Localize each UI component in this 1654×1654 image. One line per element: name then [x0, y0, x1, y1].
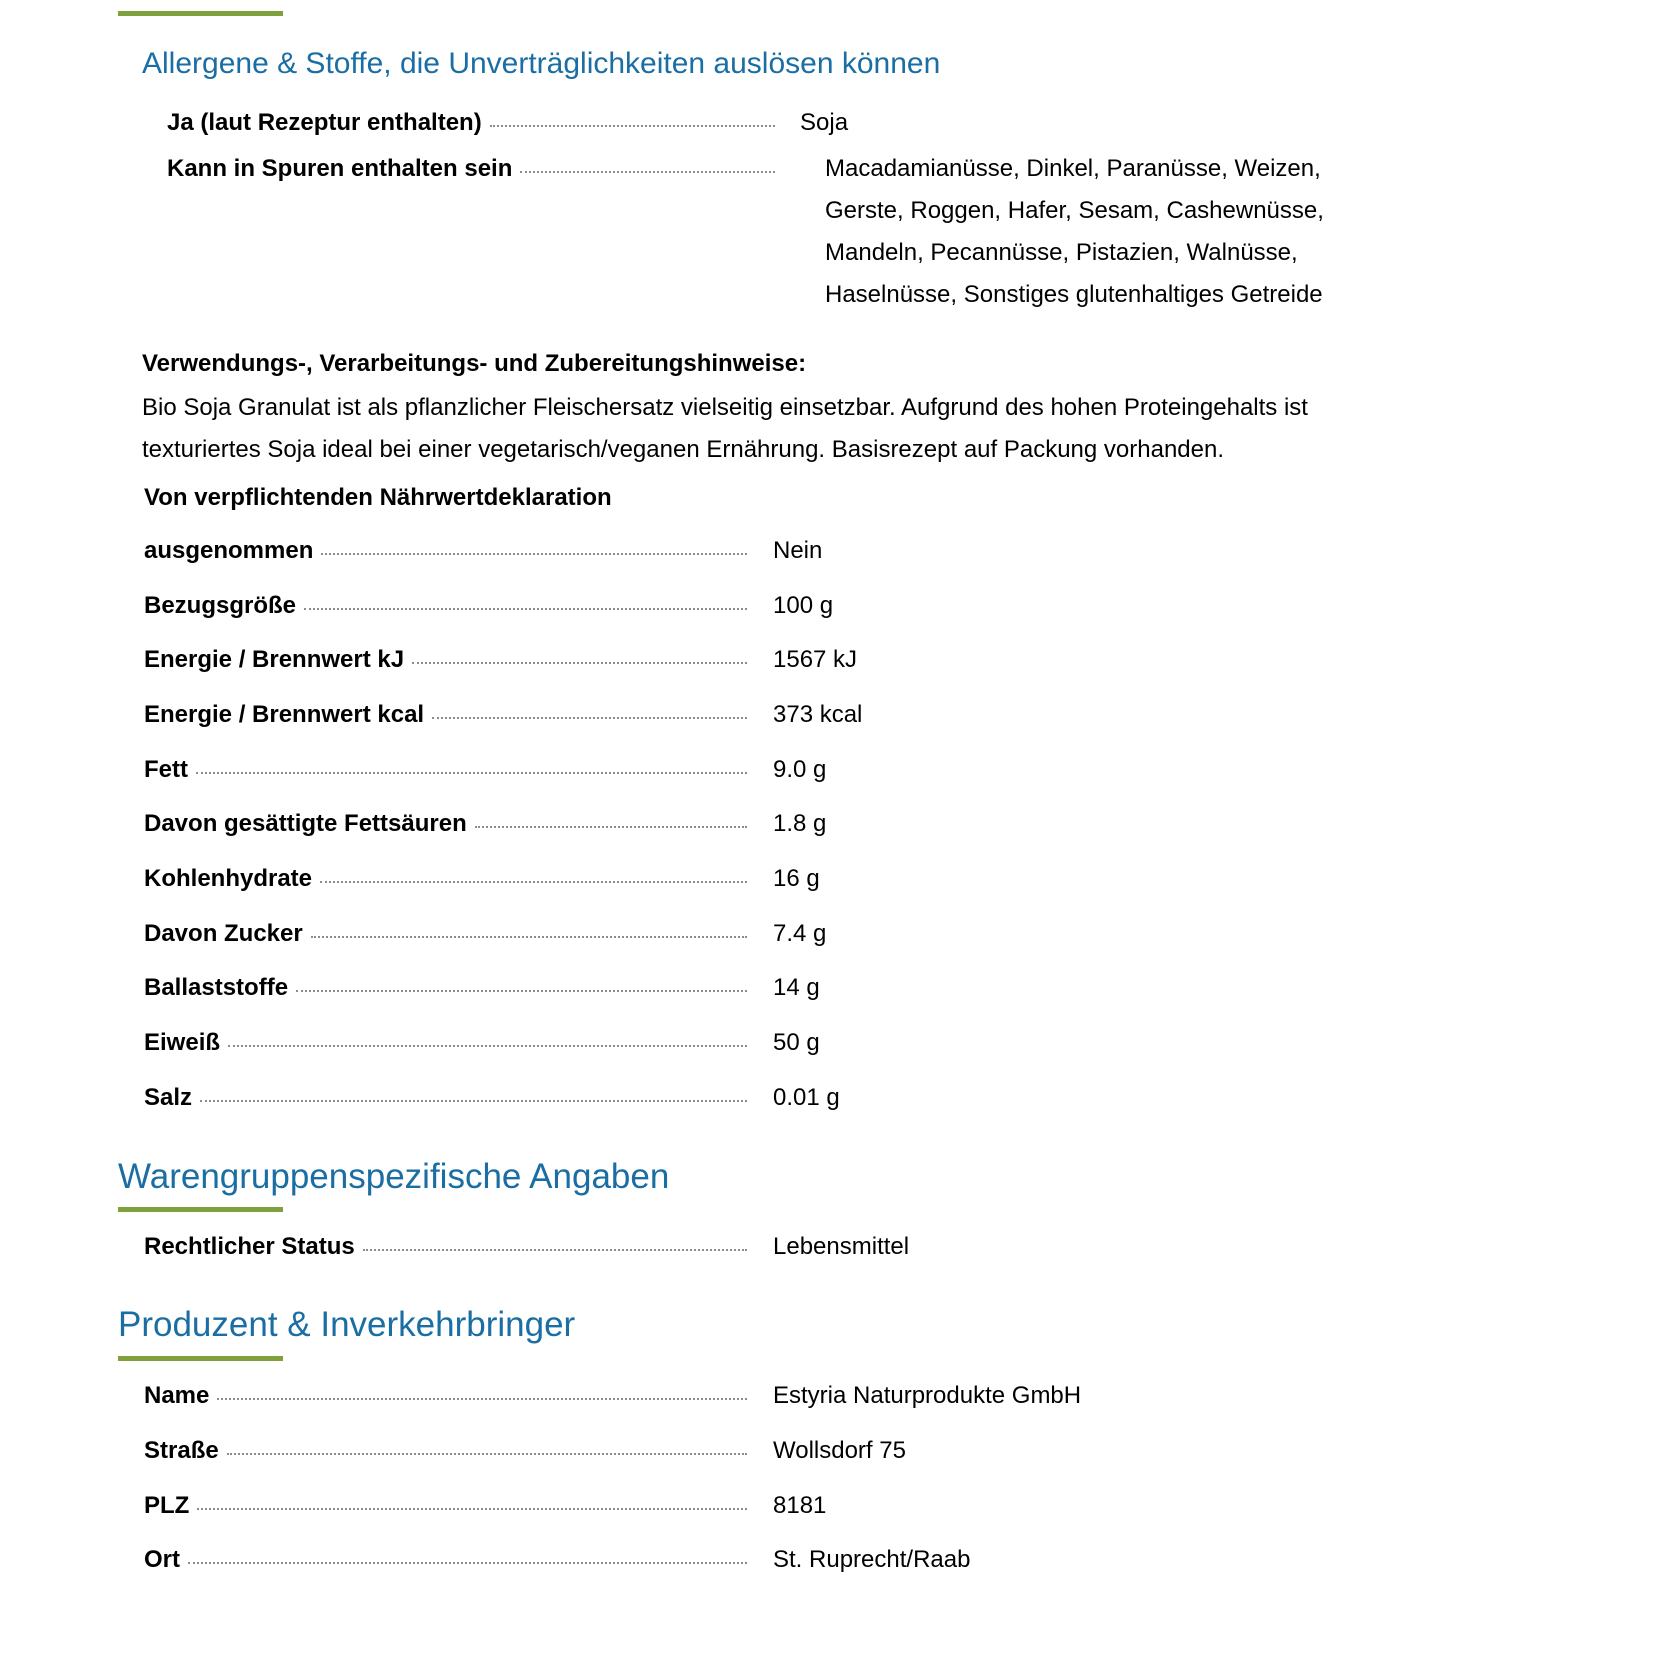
nutrition-row: [144, 803, 826, 845]
allergen-label: [167, 155, 775, 183]
nutrition-row: [144, 1022, 820, 1064]
dotted-leader: [188, 1562, 747, 1564]
allergen-row-contains: [167, 102, 848, 144]
producer-label: [144, 1546, 747, 1574]
producer-row: [144, 1485, 826, 1527]
nutrition-label: [144, 865, 747, 893]
producer-value: Wollsdorf 75: [773, 1437, 906, 1464]
section-underline-accent: [118, 11, 283, 16]
producer-value: 8181: [773, 1492, 827, 1519]
nutrition-value: 7.4 g: [773, 920, 827, 947]
nutrition-label: [144, 920, 747, 948]
producer-label: [144, 1492, 747, 1520]
producer-row: [144, 1430, 906, 1472]
nutrition-label-text: Kohlenhydrate: [144, 865, 313, 892]
dotted-leader: [196, 772, 747, 774]
nutrition-value: 1.8 g: [773, 810, 827, 837]
allergen-value: Soja: [800, 109, 849, 136]
dotted-leader: [475, 826, 747, 828]
nutrition-label: [144, 592, 747, 620]
usage-text-line: texturiertes Soja ideal bei einer vegetarisch/veganen Ernährung. Basisrezept auf Packung vorhanden.: [142, 436, 1225, 463]
nutrition-value: 50 g: [773, 1029, 820, 1056]
allergen-value-line: Haselnüsse, Sonstiges glutenhaltiges Getreide: [825, 281, 1323, 308]
dotted-leader: [304, 608, 747, 610]
usage-text: [142, 387, 1442, 471]
producer-label-text: PLZ: [144, 1492, 190, 1519]
allergen-value-line: Mandeln, Pecannüsse, Pistazien, Walnüsse,: [825, 239, 1298, 266]
nutrition-value: 9.0 g: [773, 756, 827, 783]
allergen-value-line: Macadamianüsse, Dinkel, Paranüsse, Weizen,: [825, 155, 1321, 182]
nutrition-label-text: Fett: [144, 756, 188, 783]
nutrition-label: [144, 1029, 747, 1057]
dotted-leader: [227, 1453, 747, 1455]
dotted-leader: [520, 171, 775, 173]
nutrition-label: [144, 537, 747, 565]
dotted-leader: [432, 717, 747, 719]
producer-row: [144, 1375, 1081, 1417]
nutrition-label: [144, 756, 747, 784]
nutrition-value: 16 g: [773, 865, 820, 892]
nutrition-value: Nein: [773, 537, 823, 564]
nutrition-row: [144, 749, 826, 791]
nutrition-row: [144, 639, 857, 681]
product-group-row: [144, 1226, 909, 1268]
usage-text-line: Bio Soja Granulat ist als pflanzlicher Fleischersatz vielseitig einsetzbar. Aufgrund des hohen Proteingehalts ist: [142, 394, 1308, 421]
producer-heading: Produzent & Inverkehrbringer: [118, 1305, 576, 1344]
dotted-leader: [217, 1398, 747, 1400]
nutrition-row: [144, 967, 820, 1009]
product-group-label: [144, 1233, 747, 1261]
producer-label-text: Ort: [144, 1546, 180, 1573]
nutrition-label-text: Bezugsgröße: [144, 592, 297, 619]
allergen-value-line: Gerste, Roggen, Hafer, Sesam, Cashewnüsse,: [825, 197, 1324, 224]
nutrition-label: [144, 1084, 747, 1112]
dotted-leader: [228, 1045, 747, 1047]
nutrition-label: [144, 974, 747, 1002]
producer-label-text: Name: [144, 1382, 210, 1409]
nutrition-label-text: Davon gesättigte Fettsäuren: [144, 810, 467, 837]
nutrition-row: [144, 585, 833, 627]
dotted-leader: [320, 881, 747, 883]
nutrition-value: 14 g: [773, 974, 820, 1001]
producer-value: Estyria Naturprodukte GmbH: [773, 1382, 1082, 1409]
nutrition-label-text: ausgenommen: [144, 537, 314, 564]
producer-label-text: Straße: [144, 1437, 219, 1464]
allergen-label-text: Kann in Spuren enthalten sein: [167, 155, 513, 182]
nutrition-label: [144, 646, 747, 674]
nutrition-row: [144, 913, 826, 955]
nutrition-label-text: Eiweiß: [144, 1029, 221, 1056]
producer-label: [144, 1382, 747, 1410]
nutrition-row: [144, 694, 862, 736]
nutrition-label-text: Salz: [144, 1084, 193, 1111]
nutrition-value: 0.01 g: [773, 1084, 840, 1111]
nutrition-label: [144, 701, 747, 729]
product-group-label-text: Rechtlicher Status: [144, 1233, 355, 1260]
nutrition-label-text: Energie / Brennwert kJ: [144, 646, 405, 673]
nutrition-row: [144, 858, 820, 900]
dotted-leader: [197, 1508, 747, 1510]
product-group-heading: Warengruppenspezifische Angaben: [118, 1157, 670, 1196]
dotted-leader: [490, 125, 775, 127]
dotted-leader: [412, 662, 747, 664]
dotted-leader: [321, 553, 747, 555]
allergen-row-traces: [167, 148, 1324, 316]
nutrition-intro: Von verpflichtenden Nährwertdeklaration: [144, 484, 612, 511]
usage-title: Verwendungs-, Verarbeitungs- und Zubereitungshinweise:: [142, 350, 807, 377]
nutrition-row: [144, 530, 822, 572]
nutrition-label-text: Energie / Brennwert kcal: [144, 701, 425, 728]
allergens-heading: Allergene & Stoffe, die Unverträglichkeiten auslösen können: [142, 47, 941, 80]
nutrition-value: 100 g: [773, 592, 834, 619]
dotted-leader: [296, 990, 747, 992]
nutrition-value: 373 kcal: [773, 701, 863, 728]
dotted-leader: [311, 936, 747, 938]
producer-value: St. Ruprecht/Raab: [773, 1546, 971, 1573]
section-underline-accent: [118, 1356, 283, 1361]
dotted-leader: [200, 1100, 747, 1102]
nutrition-label: [144, 810, 747, 838]
nutrition-label-text: Ballaststoffe: [144, 974, 289, 1001]
dotted-leader: [363, 1249, 747, 1251]
section-underline-accent: [118, 1207, 283, 1212]
product-group-value: Lebensmittel: [773, 1233, 910, 1260]
nutrition-value: 1567 kJ: [773, 646, 858, 673]
allergen-label: [167, 109, 775, 137]
allergen-traces-value: [800, 148, 1324, 316]
nutrition-row: [144, 1077, 840, 1119]
producer-row: [144, 1539, 970, 1581]
producer-label: [144, 1437, 747, 1465]
allergen-label-text: Ja (laut Rezeptur enthalten): [167, 109, 482, 136]
nutrition-label-text: Davon Zucker: [144, 920, 303, 947]
